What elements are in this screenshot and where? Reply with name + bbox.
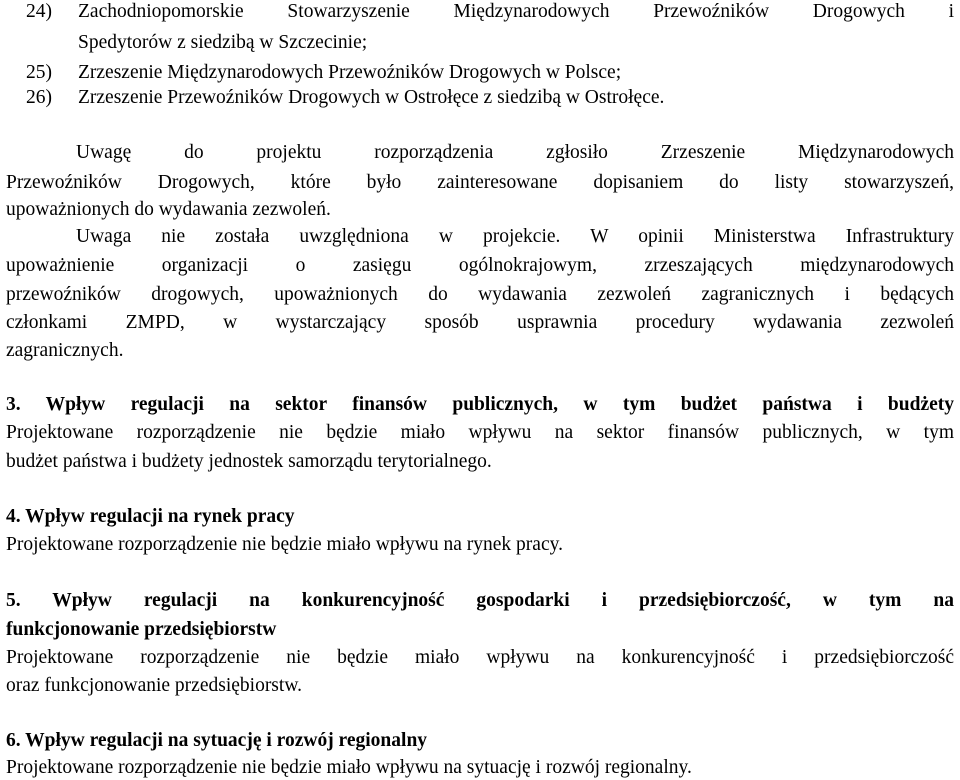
section-6-line1: Projektowane rozporządzenie nie będzie miało wpływu na sytuację i rozwój regionalny. <box>6 757 692 778</box>
list-number-24: 24) <box>26 1 52 22</box>
section-3-heading: 3. Wpływ regulacji na sektor finansów publicznych, w tym budżet państwa i budżety <box>6 394 954 415</box>
list-number-25: 25) <box>26 62 52 83</box>
paragraph-2-line1: Uwaga nie została uwzględniona w projekcie. W opinii Ministerstwa Infrastruktury <box>76 226 954 247</box>
list-item-26: 26) Zrzeszenie Przewoźników Drogowych w Ostrołęce z siedzibą w Ostrołęce. <box>26 87 665 108</box>
list-item-24-line1: 24) Zachodniopomorskie Stowarzyszenie Międzynarodowych Przewoźników Drogowych i <box>26 1 954 22</box>
paragraph-2-line3: przewoźników drogowych, upoważnionych do wydawania zezwoleń zagranicznych i będących <box>6 284 954 305</box>
paragraph-1-line1: Uwagę do projektu rozporządzenia zgłosiło Zrzeszenie Międzynarodowych <box>76 142 954 163</box>
paragraph-1-line3: upoważnionych do wydawania zezwoleń. <box>6 199 331 220</box>
section-4-heading: 4. Wpływ regulacji na rynek pracy <box>6 506 295 527</box>
paragraph-2-line5: zagranicznych. <box>6 340 124 361</box>
section-5-heading-line2: funkcjonowanie przedsiębiorstw <box>6 619 277 640</box>
list-item-25: 25) Zrzeszenie Międzynarodowych Przewoźników Drogowych w Polsce; <box>26 62 622 83</box>
section-4-line1: Projektowane rozporządzenie nie będzie miało wpływu na rynek pracy. <box>6 534 563 555</box>
section-5-line1: Projektowane rozporządzenie nie będzie miało wpływu na konkurencyjność i przedsiębiorczość <box>6 647 954 668</box>
paragraph-1-line2: Przewoźników Drogowych, które było zainteresowane dopisaniem do listy stowarzyszeń, <box>6 172 954 193</box>
section-3-line1: Projektowane rozporządzenie nie będzie miało wpływu na sektor finansów publicznych, w tym <box>6 422 954 443</box>
section-6-heading: 6. Wpływ regulacji na sytuację i rozwój regionalny <box>6 730 428 751</box>
section-3-line2: budżet państwa i budżety jednostek samorządu terytorialnego. <box>6 451 492 472</box>
paragraph-2-line2: upoważnienie organizacji o zasięgu ogólnokrajowym, zrzeszających międzynarodowych <box>6 255 954 276</box>
section-5-line2: oraz funkcjonowanie przedsiębiorstw. <box>6 675 303 696</box>
section-5-heading-line1: 5. Wpływ regulacji na konkurencyjność gospodarki i przedsiębiorczość, w tym na <box>6 590 954 611</box>
paragraph-2-line4: członkami ZMPD, w wystarczający sposób usprawnia procedury wydawania zezwoleń <box>6 312 954 333</box>
list-number-26: 26) <box>26 87 52 108</box>
list-item-24-line2: Spedytorów z siedzibą w Szczecinie; <box>78 32 368 53</box>
